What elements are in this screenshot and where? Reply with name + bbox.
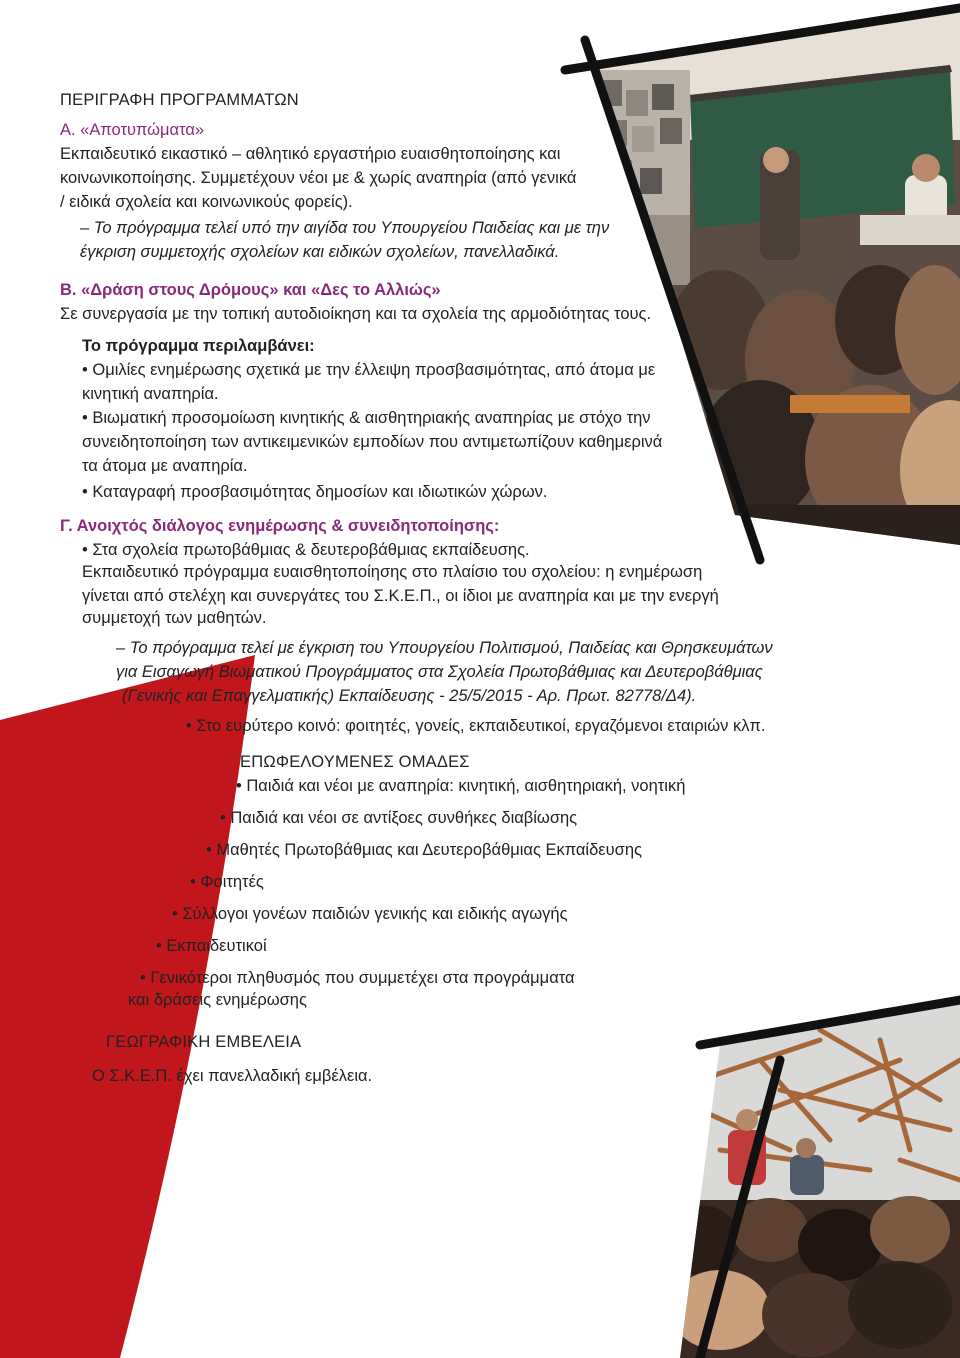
- program-b-bullet: • Καταγραφή προσβασιμότητας δημοσίων και ιδιωτικών χώρων.: [82, 483, 548, 501]
- beneficiary-item: • Μαθητές Πρωτοβάθμιας και Δευτεροβάθμιας Εκπαίδευσης: [206, 841, 642, 859]
- program-b-heading: Β. «Δράση στους Δρόμους» και «Δες το Αλλιώς»: [60, 281, 441, 299]
- beneficiaries-title: ΕΠΩΦΕΛΟΥΜΕΝΕΣ ΟΜΑΔΕΣ: [240, 753, 470, 771]
- program-a-line: Εκπαιδευτικό εικαστικό – αθλητικό εργαστήριο ευαισθητοποίησης και: [60, 145, 561, 163]
- program-b-bullet: • Ομιλίες ενημέρωσης σχετικά με την έλλειψη προσβασιμότητας, από άτομα με: [82, 361, 656, 379]
- geo-text: Ο Σ.Κ.Ε.Π. έχει πανελλαδική εμβέλεια.: [92, 1067, 373, 1085]
- program-c-note: για Εισαγωγή Βιωματικού Προγράμματος στα Σχολεία Πρωτοβάθμιας και Δευτεροβάθμιας: [116, 663, 763, 681]
- program-c-line: Εκπαιδευτικό πρόγραμμα ευαισθητοποίησης στο πλαίσιο του σχολείου: η ενημέρωση: [82, 563, 703, 581]
- program-b-bullet-cont: τα άτομα με αναπηρία.: [82, 457, 248, 475]
- beneficiary-item: • Σύλλογοι γονέων παιδιών γενικής και ειδικής αγωγής: [172, 905, 568, 923]
- program-a-line: / ειδικά σχολεία και κοινωνικούς φορείς).: [60, 193, 353, 211]
- program-b-bullet-cont: συνειδητοποίηση των αντικειμενικών εμποδίων που αντιμετωπίζουν καθημερινά: [82, 433, 663, 451]
- program-c-bullet: • Στα σχολεία πρωτοβάθμιας & δευτεροβάθμιας εκπαίδευσης.: [82, 541, 530, 559]
- program-c-heading: Γ. Ανοιχτός διάλογος ενημέρωσης & συνειδητοποίησης:: [60, 517, 500, 535]
- program-c-note: (Γενικής και Επαγγελματικής) Εκπαίδευσης - 25/5/2015 - Αρ. Πρωτ. 82778/Δ4).: [122, 687, 697, 705]
- program-a-heading: Α. «Αποτυπώματα»: [60, 121, 205, 139]
- program-a-note: – Το πρόγραμμα τελεί υπό την αιγίδα του Υπουργείου Παιδείας και με την: [80, 219, 610, 237]
- geo-title: ΓΕΩΓΡΑΦΙΚΗ ΕΜΒΕΛΕΙΑ: [106, 1033, 302, 1051]
- program-a-line: κοινωνικοποίησης. Συμμετέχουν νέοι με & χωρίς αναπηρία (από γενικά: [60, 169, 577, 187]
- beneficiary-item: • Παιδιά και νέοι με αναπηρία: κινητική, αισθητηριακή, νοητική: [236, 777, 686, 795]
- program-c-line: συμμετοχή των μαθητών.: [82, 609, 267, 627]
- program-c-line: γίνεται από στελέχη και συνεργάτες του Σ.Κ.Ε.Π., οι ίδιοι με αναπηρία και με την ενεργή: [82, 587, 719, 605]
- program-b-bullet-cont: κινητική αναπηρία.: [82, 385, 219, 403]
- program-c-note: – Το πρόγραμμα τελεί με έγκριση του Υπουργείου Πολιτισμού, Παιδείας και Θρησκευμάτων: [116, 639, 773, 657]
- program-c-public-bullet: • Στο ευρύτερο κοινό: φοιτητές, γονείς, εκπαιδευτικοί, εργαζόμενοι εταιριών κλπ.: [186, 717, 766, 735]
- program-a-note: έγκριση συμμετοχής σχολείων και ειδικών σχολείων, πανελλαδικά.: [80, 243, 560, 261]
- section-title: ΠΕΡΙΓΡΑΦΗ ΠΡΟΓΡΑΜΜΑΤΩΝ: [60, 91, 299, 109]
- program-b-includes-title: Το πρόγραμμα περιλαμβάνει:: [82, 337, 315, 355]
- beneficiary-item-cont: και δράσεις ενημέρωσης: [128, 991, 307, 1009]
- beneficiary-item: • Παιδιά και νέοι σε αντίξοες συνθήκες διαβίωσης: [220, 809, 578, 827]
- beneficiary-item: • Γενικότεροι πληθυσμός που συμμετέχει στα προγράμματα: [140, 969, 575, 987]
- beneficiary-item: • Εκπαιδευτικοί: [156, 937, 267, 955]
- program-b-line: Σε συνεργασία με την τοπική αυτοδιοίκηση και τα σχολεία της αρμοδιότητας τους.: [60, 305, 652, 323]
- program-b-bullet: • Βιωματική προσομοίωση κινητικής & αισθητηριακής αναπηρίας με στόχο την: [82, 409, 651, 427]
- classroom-photo: [580, 0, 960, 560]
- beneficiary-item: • Φοιτητές: [190, 873, 264, 891]
